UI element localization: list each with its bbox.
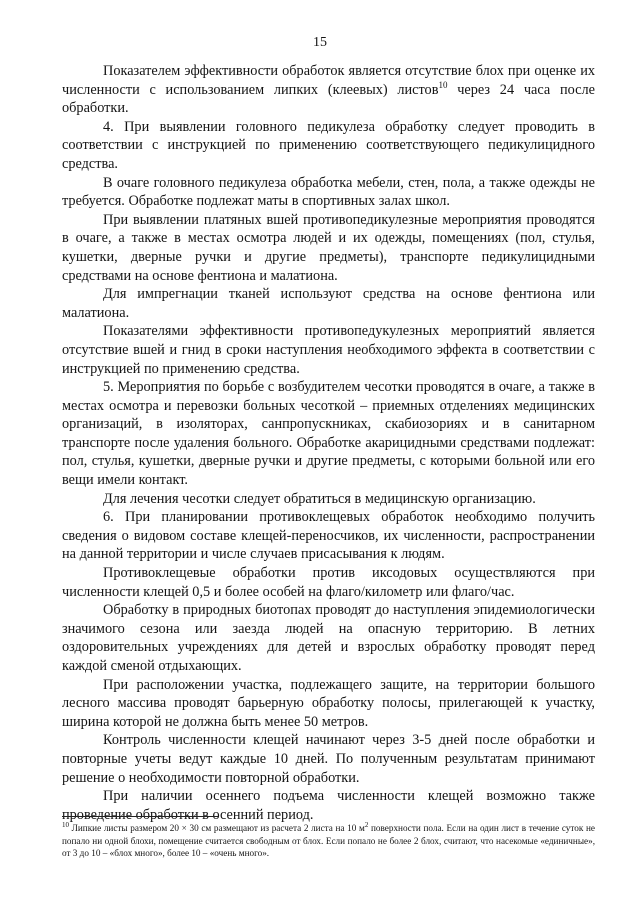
footnote-marker: 10 — [62, 821, 69, 829]
paragraph-tick-threshold: Противоклещевые обработки против иксодовых осуществляются при численности клещей 0,5 и более особей на флаго/километр или флаго/час. — [62, 565, 595, 600]
paragraph-tick-biotopes: Обработку в природных биотопах проводят до наступления эпидемиологически значимого сезона или заезда людей на опасную территорию. В летних оздоровительных учреждениях для детей и взрослых обработку проводят перед каждой сменой отдыхающих. — [62, 602, 595, 674]
paragraph-barrier-treatment: При расположении участка, подлежащего защите, на территории большого лесного массива проводят барьерную обработку полосы, прилегающей к участку, ширина которой не должна быть менее 50 метров. — [62, 676, 595, 730]
paragraph-autumn-treatment: При наличии осеннего подъема численности клещей возможно также проведение обработки в осенний период. — [62, 788, 595, 823]
paragraph-head-lice-treatment: 4. При выявлении головного педикулеза обработку следует проводить в соответствии с инструкцией по применению соответствующего педикулицидного средства. — [62, 118, 595, 172]
body-text — [62, 62, 595, 824]
paragraph-tick-monitoring: Контроль численности клещей начинают через 3-5 дней после обработки и повторные учеты ведут каждые 10 дней. По полученным результатам принимают решение о необходимости повторной обработки. — [62, 732, 595, 786]
paragraph-flea-efficacy — [62, 62, 595, 118]
paragraph-text: Показателем эффективности обработок является отсутствие блох при оценке их численности с использованием липких (клеевых) листов — [62, 63, 595, 98]
page-number: 15 — [313, 35, 327, 50]
paragraph-body-lice-measures: При выявлении платяных вшей противопедикулезные мероприятия проводятся в очаге, а также в местах осмотра людей и их одежды, помещениях (пол, стулья, кушетки, дверные ручки и другие предметы), транспорте педикулицидными средствами на основе фентиона и малатиона. — [62, 211, 595, 284]
paragraph-scabies-measures: 5. Мероприятия по борьбе с возбудителем чесотки проводятся в очаге, а также в местах осмотра и перевозки больных чесоткой – приемных отделениях медицинских организаций, в изоляторах, санпропускниках, скабиозориях и в санитарном транспорте после удаления больного. Обработке акарицидными средствами подлежат: пол, стулья, кушетки, дверные ручки и другие предметы, с которыми больной или его вещи имели контакт. — [62, 379, 595, 489]
paragraph-fabric-impregnation: Для импрегнации тканей используют средства на основе фентиона или малатиона. — [62, 286, 595, 321]
paragraph-lice-efficacy: Показателями эффективности противопедукулезных мероприятий является отсутствие вшей и гнид в сроки наступления необходимого эффекта в соответствии с инструкцией по применению средства. — [62, 323, 595, 377]
footnote-text: Липкие листы размером 20 × 30 см размещают из расчета 2 листа на 10 м — [69, 823, 365, 833]
footnote-text: поверхности пола. Если на один лист в течение суток не попало ни одной блохи, помещение считается свободным от блох. Если попало не более 2 блох, считают, что насекомые «единичные», от 3 до 10 – «блох много», более 10 – «очень много». — [62, 823, 595, 858]
paragraph-scabies-treatment: Для лечения чесотки следует обратиться в медицинскую организацию. — [103, 490, 536, 507]
footnote-superscript: 2 — [364, 821, 369, 829]
paragraph-text: через 24 часа после обработки. — [62, 81, 595, 117]
footnote — [62, 822, 595, 860]
paragraph-head-lice-focus: В очаге головного педикулеза обработка мебели, стен, пола, а также одежды не требуется. Обработке подлежат маты в спортивных залах школ. — [62, 174, 595, 210]
footnote-divider — [62, 816, 218, 817]
paragraph-tick-planning: 6. При планировании противоклещевых обработок необходимо получить сведения о видовом составе клещей-переносчиков, их численности, распространении на данной территории и числе случаев присасывания к людям. — [62, 509, 595, 563]
footnote-reference[interactable]: 10 — [438, 79, 448, 90]
